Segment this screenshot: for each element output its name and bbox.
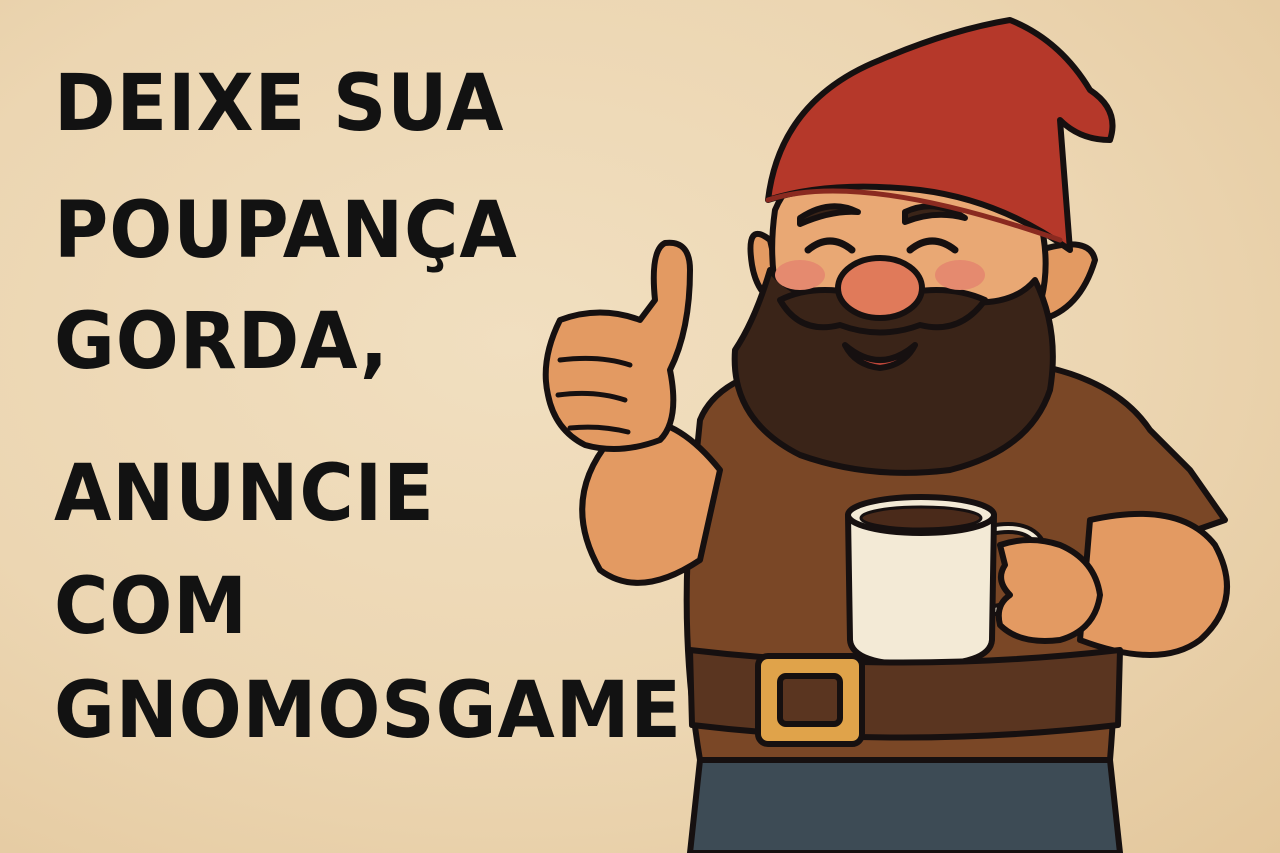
headline-line-1: DEIXE SUA bbox=[54, 59, 505, 149]
headline-line-3: GORDA, bbox=[54, 297, 389, 387]
thumbs-up-hand-icon bbox=[546, 243, 690, 449]
right-arm-icon bbox=[1080, 514, 1227, 655]
pants-icon bbox=[690, 760, 1120, 853]
gnome-illustration-icon bbox=[520, 0, 1280, 853]
headline-line-2: POUPANÇA bbox=[54, 186, 518, 276]
headline-line-6: GNOMOSGAME bbox=[54, 666, 682, 756]
headline-line-4: ANUNCIE bbox=[54, 449, 435, 539]
headline-line-5: COM bbox=[54, 562, 248, 652]
nose-icon bbox=[838, 258, 922, 318]
belt-icon bbox=[690, 650, 1120, 738]
